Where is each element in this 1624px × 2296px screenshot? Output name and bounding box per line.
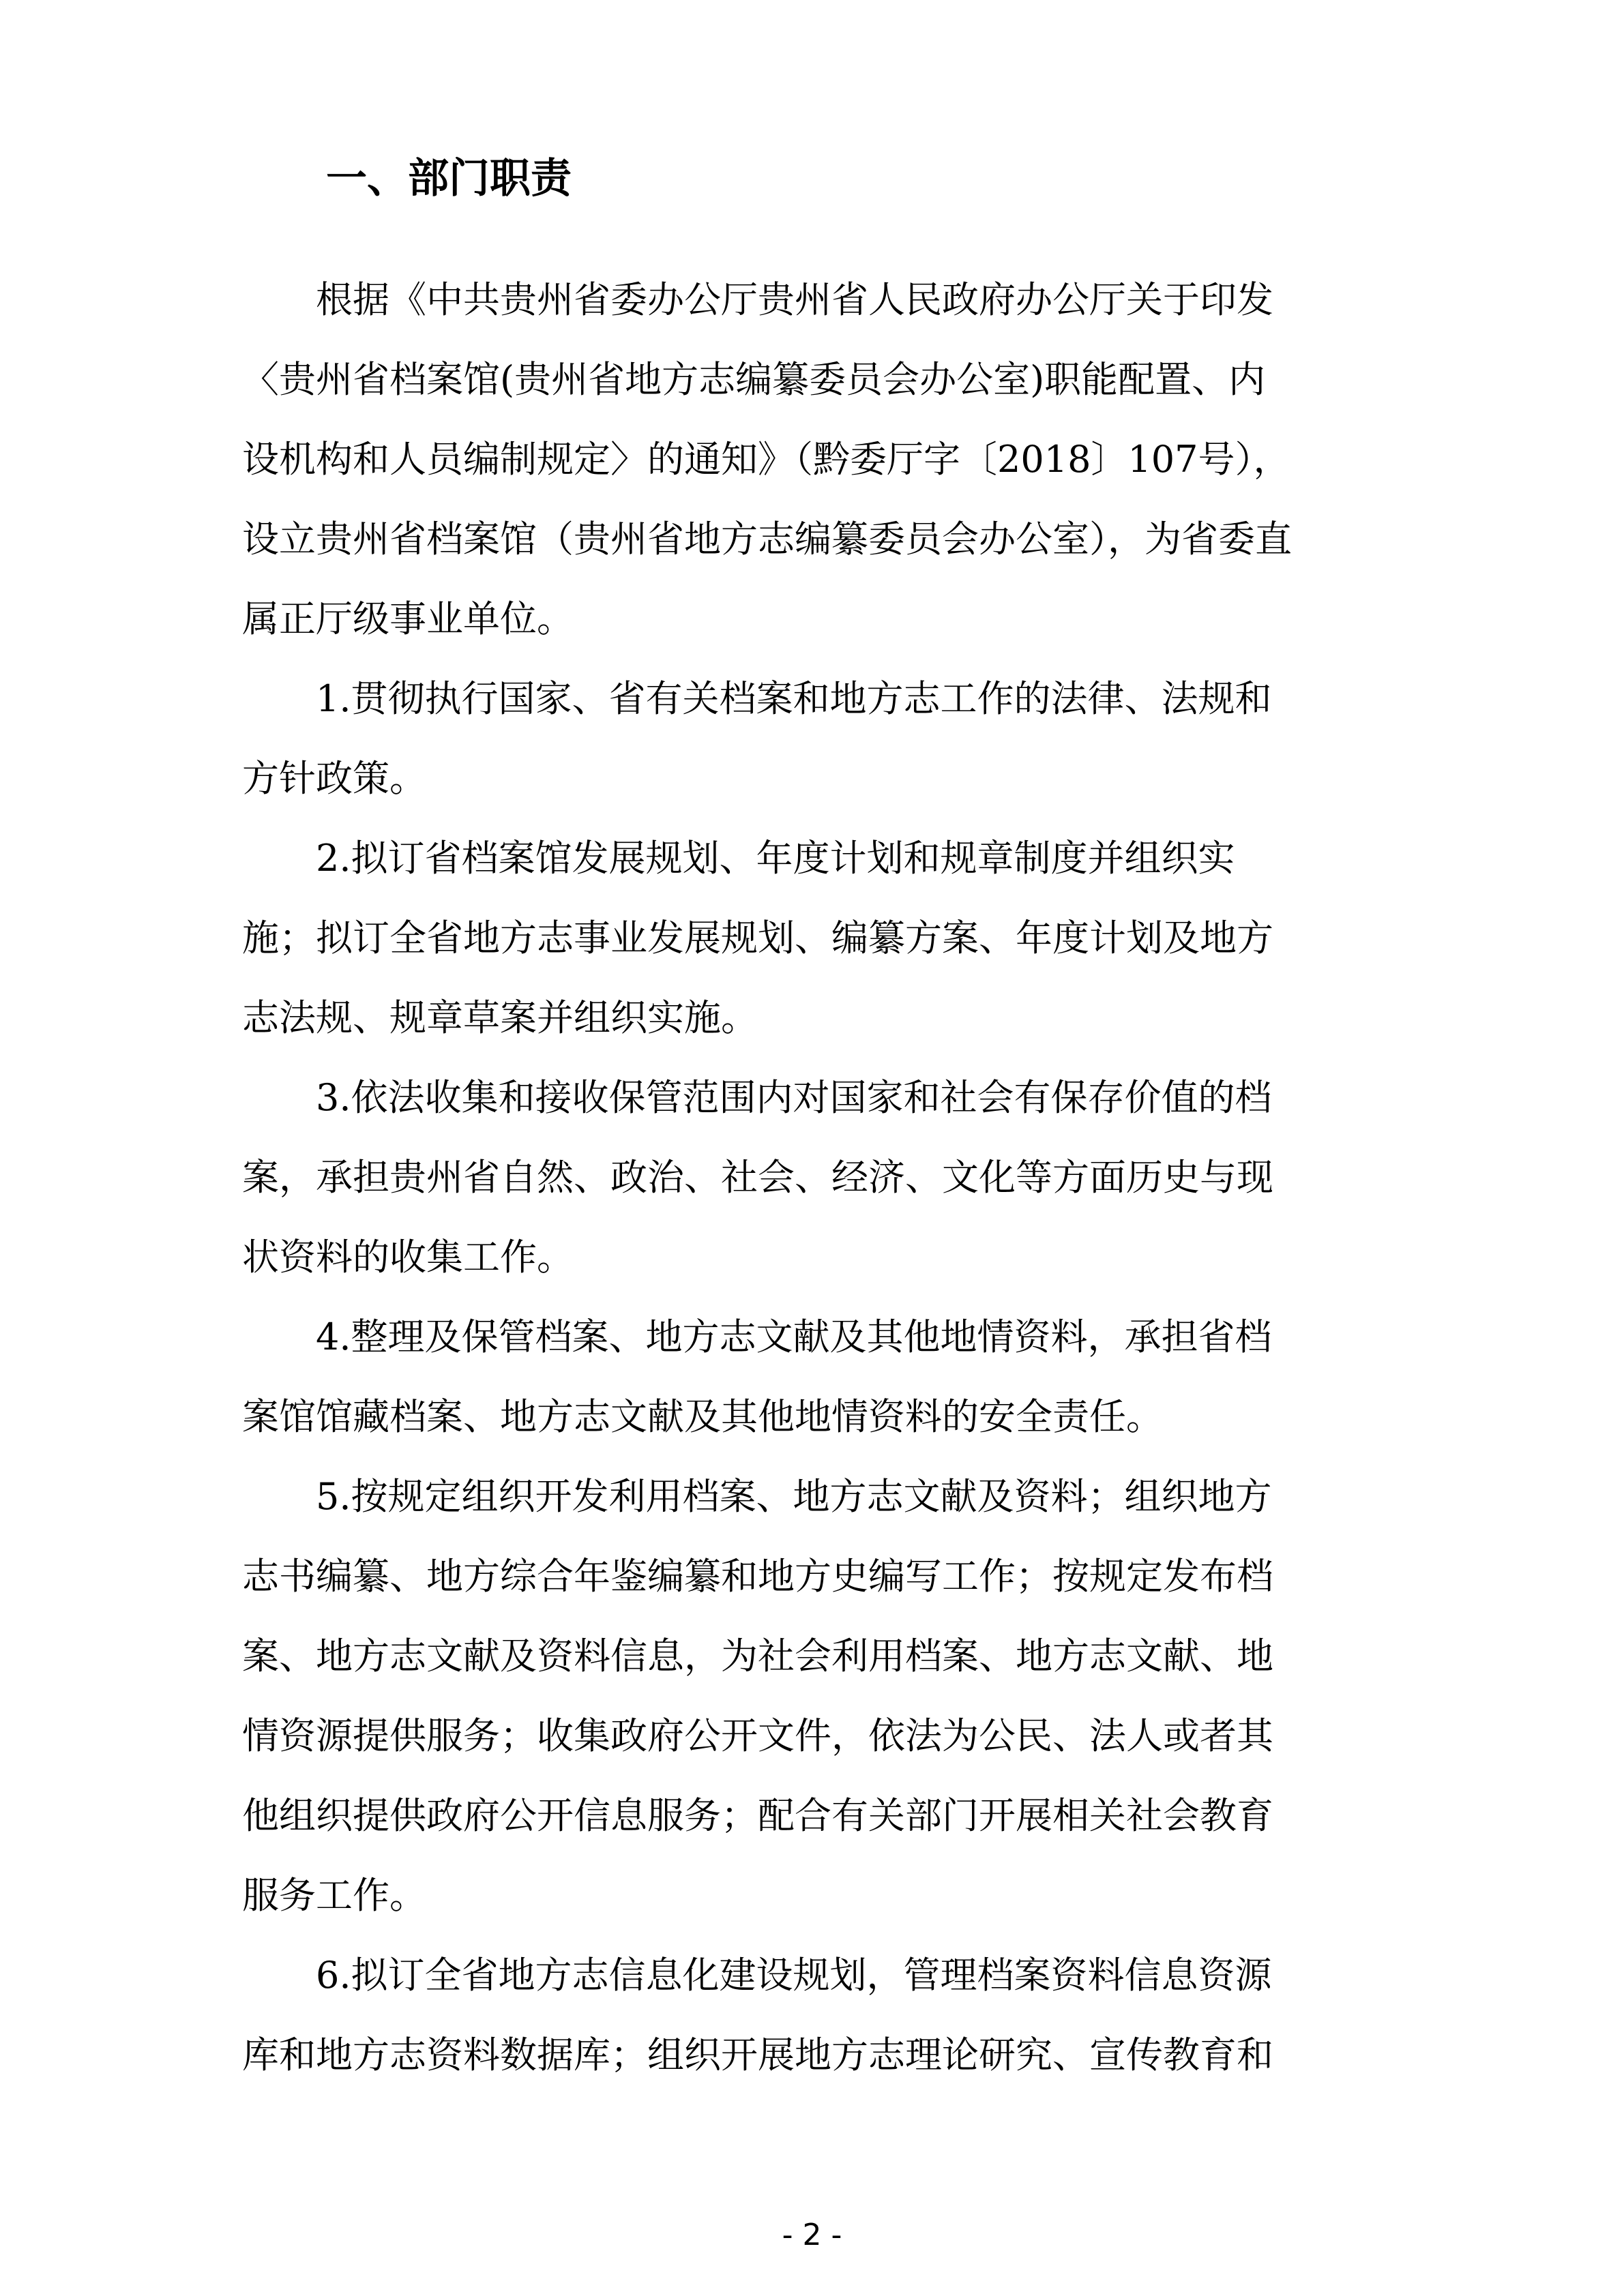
paragraph-item-6 <box>242 1935 1391 2095</box>
text-line: 设立贵州省档案馆（贵州省地方志编纂委员会办公室），为省委直 <box>242 518 1292 561</box>
text-line: 情资源提供服务；收集政府公开文件，依法为公民、法人或者其 <box>242 1714 1273 1757</box>
text-line: 5.按规定组织开发利用档案、地方志文献及资料；组织地方 <box>316 1475 1272 1518</box>
paragraph-item-5 <box>242 1457 1391 1935</box>
text-line: 1.贯彻执行国家、省有关档案和地方志工作的法律、法规和 <box>316 677 1272 720</box>
text-line: 施；拟订全省地方志事业发展规划、编纂方案、年度计划及地方 <box>242 916 1273 959</box>
text-line: 他组织提供政府公开信息服务；配合有关部门开展相关社会教育 <box>242 1794 1273 1837</box>
section-heading: 一、部门职责 <box>326 155 572 203</box>
text-line: 〈贵州省档案馆(贵州省地方志编纂委员会办公室)职能配置、内 <box>242 358 1266 401</box>
text-line: 4.整理及保管档案、地方志文献及其他地情资料，承担省档 <box>316 1315 1272 1358</box>
paragraph-intro <box>242 260 1391 659</box>
text-line: 状资料的收集工作。 <box>242 1236 574 1279</box>
page-number: - 2 - <box>782 2218 842 2252</box>
text-line: 志书编纂、地方综合年鉴编纂和地方史编写工作；按规定发布档 <box>242 1555 1273 1598</box>
text-line: 根据《中共贵州省委办公厅贵州省人民政府办公厅关于印发 <box>316 278 1273 321</box>
text-line: 3.依法收集和接收保管范围内对国家和社会有保存价值的档 <box>316 1076 1272 1119</box>
paragraph-item-4 <box>242 1297 1391 1457</box>
text-line: 属正厅级事业单位。 <box>242 597 574 640</box>
text-line: 案馆馆藏档案、地方志文献及其他地情资料的安全责任。 <box>242 1395 1163 1438</box>
text-line: 6.拟订全省地方志信息化建设规划，管理档案资料信息资源 <box>316 1954 1272 1997</box>
paragraph-item-3 <box>242 1058 1391 1297</box>
body-text <box>242 260 1391 2095</box>
paragraph-item-1 <box>242 659 1391 818</box>
text-line: 方针政策。 <box>242 757 426 800</box>
paragraph-item-2 <box>242 818 1391 1058</box>
text-line: 设机构和人员编制规定〉的通知》（黔委厅字〔2018〕107号）， <box>242 438 1290 481</box>
text-line: 服务工作。 <box>242 1874 426 1917</box>
text-line: 2.拟订省档案馆发展规划、年度计划和规章制度并组织实 <box>316 837 1235 880</box>
text-line: 案，承担贵州省自然、政治、社会、经济、文化等方面历史与现 <box>242 1156 1273 1199</box>
text-line: 库和地方志资料数据库；组织开展地方志理论研究、宣传教育和 <box>242 2033 1273 2076</box>
text-line: 案、地方志文献及资料信息，为社会利用档案、地方志文献、地 <box>242 1635 1273 1678</box>
text-line: 志法规、规章草案并组织实施。 <box>242 996 758 1039</box>
